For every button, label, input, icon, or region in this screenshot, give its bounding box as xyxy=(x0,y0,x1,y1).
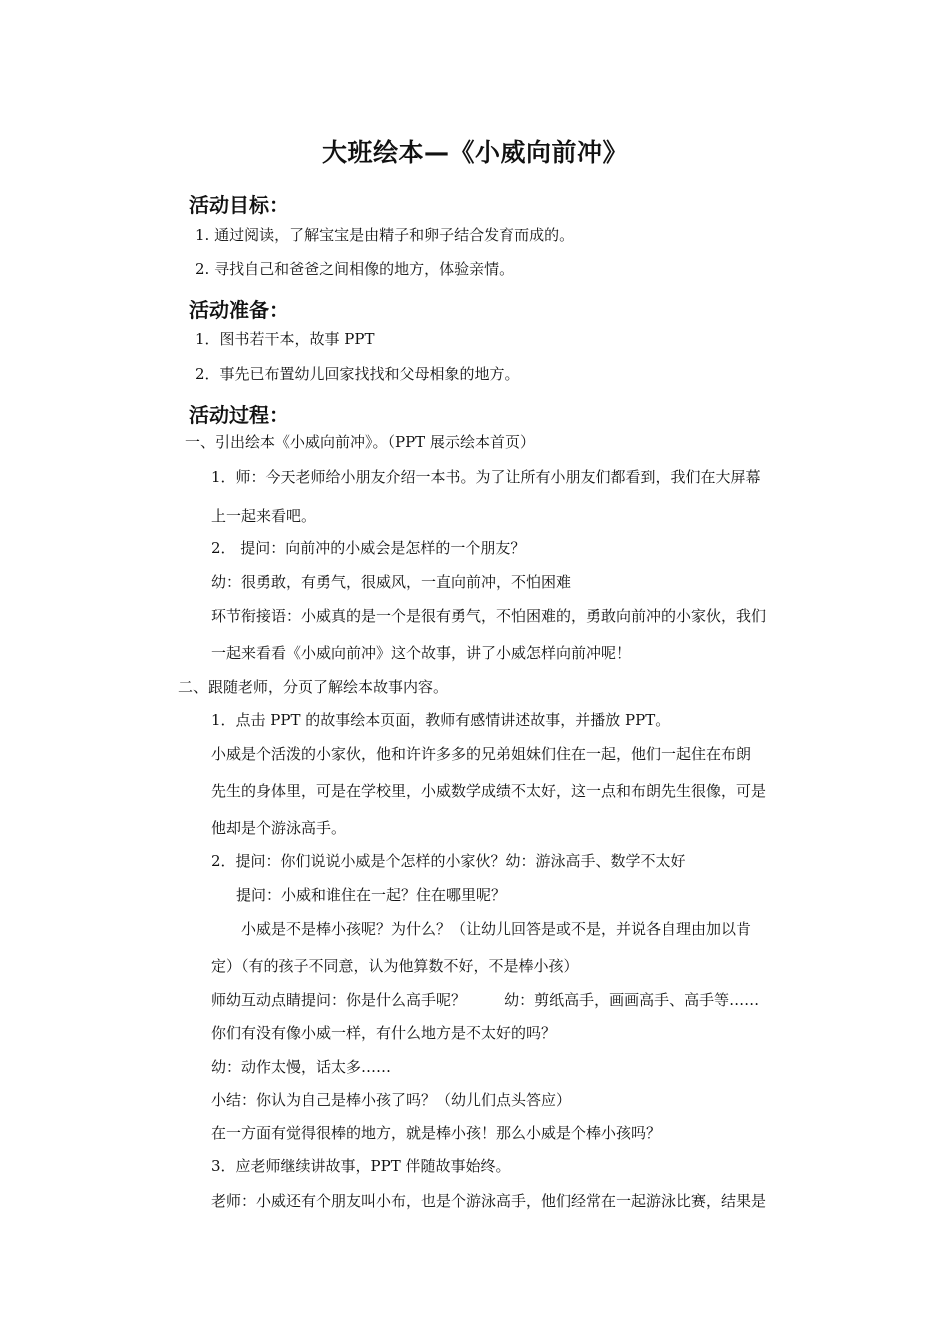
paragraph-line: 2．提问：你们说说小威是个怎样的小家伙？幼：游泳高手、数学不太好 xyxy=(211,852,686,870)
part2-title: 二、跟随老师，分页了解绘本故事内容。 xyxy=(178,678,449,696)
goal-2: 2. 寻找自己和爸爸之间相像的地方，体验亲情。 xyxy=(195,260,515,278)
paragraph-line: 2． 提问：向前冲的小威会是怎样的一个朋友？ xyxy=(211,539,526,557)
paragraph-line: 老师：小威还有个朋友叫小布，也是个游泳高手，他们经常在一起游泳比赛，结果是 xyxy=(211,1192,767,1210)
paragraph-line: 环节衔接语：小威真的是一个是很有勇气，不怕困难的，勇敢向前冲的小家伙，我们 xyxy=(211,607,767,625)
paragraph-line: 上一起来看吧。 xyxy=(211,507,317,525)
paragraph-line: 定）（有的孩子不同意，认为他算数不好，不是棒小孩） xyxy=(211,957,579,975)
part1-title: 一、引出绘本《小威向前冲》。（PPT 展示绘本首页） xyxy=(185,433,535,451)
paragraph-line: 小结：你认为自己是棒小孩了吗？（幼儿们点头答应） xyxy=(211,1091,572,1109)
paragraph-line: 师幼互动点睛提问：你是什么高手呢？ 幼：剪纸高手，画画高手、高手等…… xyxy=(211,991,760,1009)
document-title: 大班绘本—《小威向前冲》 xyxy=(321,138,628,167)
heading-process: 活动过程： xyxy=(189,403,289,427)
paragraph-line: 在一方面有觉得很棒的地方，就是棒小孩！那么小威是个棒小孩吗？ xyxy=(211,1124,662,1142)
paragraph-line: 幼：很勇敢，有勇气，很威风，一直向前冲，不怕困难 xyxy=(211,573,572,591)
paragraph-line: 1．点击 PPT 的故事绘本页面，教师有感情讲述故事，并播放 PPT。 xyxy=(211,711,671,729)
prep-2: 2．事先已布置幼儿回家找找和父母相象的地方。 xyxy=(195,365,520,383)
paragraph-line: 他却是个游泳高手。 xyxy=(211,819,347,837)
paragraph-line: 小威是个活泼的小家伙，他和许许多多的兄弟姐妹们住在一起，他们一起住在布朗 xyxy=(211,745,752,763)
paragraph-line: 1．师：今天老师给小朋友介绍一本书。为了让所有小朋友们都看到，我们在大屏幕 xyxy=(211,468,761,486)
paragraph-line: 你们有没有像小威一样，有什么地方是不太好的吗？ xyxy=(211,1024,557,1042)
paragraph-line: 提问：小威和谁住在一起？住在哪里呢？ xyxy=(236,886,507,904)
paragraph-line: 一起来看看《小威向前冲》这个故事，讲了小威怎样向前冲呢！ xyxy=(211,644,632,662)
heading-goals: 活动目标： xyxy=(189,193,289,217)
paragraph-line: 幼：动作太慢，话太多…… xyxy=(211,1058,392,1076)
paragraph-line: 3．应老师继续讲故事，PPT 伴随故事始终。 xyxy=(211,1157,511,1175)
prep-1: 1．图书若干本，故事 PPT xyxy=(195,330,375,348)
paragraph-line: 先生的身体里，可是在学校里，小威数学成绩不太好，这一点和布朗先生很像，可是 xyxy=(211,782,767,800)
heading-prep: 活动准备： xyxy=(189,298,289,322)
paragraph-line: 小威是不是棒小孩呢？为什么？（让幼儿回答是或不是，并说各自理由加以肯 xyxy=(241,920,752,938)
goal-1: 1. 通过阅读，了解宝宝是由精子和卵子结合发育而成的。 xyxy=(195,226,575,244)
